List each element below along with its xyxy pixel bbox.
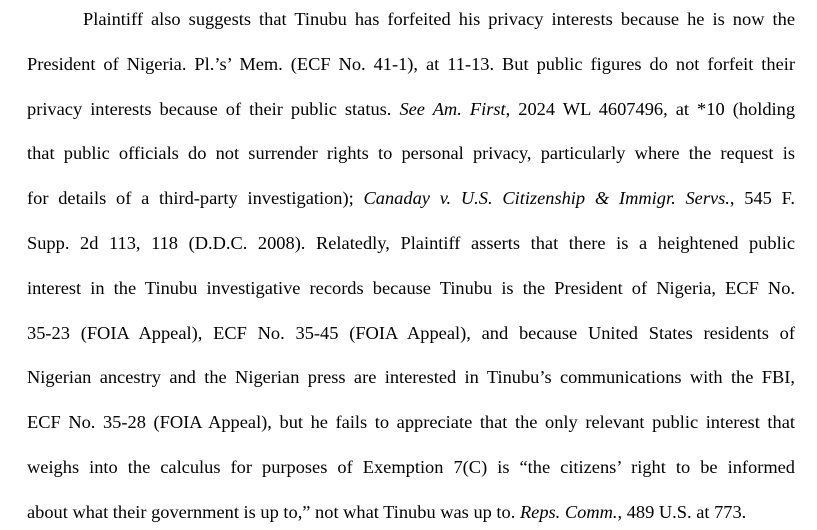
text-line [27,97,795,121]
text-line [27,186,795,210]
citation-italic-text: Canaday v. U.S. Citizenship & Immigr. Servs. [363,188,730,209]
text-line [27,141,795,165]
body-text: , 2024 WL 4607496, at *10 (holding [505,98,796,119]
body-text: Supp. 2d 113, 118 (D.D.C. 2008). Relatedly, Plaintiff asserts that there is a heightened public [27,233,795,253]
text-line [27,500,795,524]
body-text: about what their government is up to,” not what Tinubu was up to. [27,501,520,522]
body-text: weighs into the calculus for purposes of Exemption 7(C) is “the citizens’ right to be informed [27,457,795,477]
text-line [27,52,795,76]
text-line [27,231,795,255]
body-text: , 545 F. [729,188,795,209]
body-text: for details of a third-party investigation); [27,188,364,209]
body-text: that public officials do not surrender rights to personal privacy, particularly where the request is [27,143,795,164]
body-text: ECF No. 35-28 (FOIA Appeal), but he fails to appreciate that the only relevant public interest that [27,412,795,433]
text-line [83,7,795,31]
text-line [27,276,795,300]
body-text: Nigerian ancestry and the Nigerian press are interested in Tinubu’s communications with the FBI, [27,367,795,388]
text-line [27,455,795,479]
body-text: President of Nigeria. Pl.’s’ Mem. (ECF No. 41-1), at 11-13. But public figures do not forfeit their [27,53,795,74]
body-text: Plaintiff also suggests that Tinubu has forfeited his privacy interests because he is now the [83,9,795,29]
body-text: 35-23 (FOIA Appeal), ECF No. 35-45 (FOIA Appeal), and because United States residents of [27,322,795,343]
text-line [27,365,795,389]
text-line [27,410,795,434]
body-text: privacy interests because of their public status. [27,98,400,119]
citation-italic-text: See Am. First [399,98,506,119]
text-line [27,321,795,345]
citation-italic-text: Reps. Comm. [519,501,618,522]
body-text: interest in the Tinubu investigative records because Tinubu is the President of Nigeria, ECF No. [27,277,795,298]
body-text: , 489 U.S. at 773. [617,501,747,522]
